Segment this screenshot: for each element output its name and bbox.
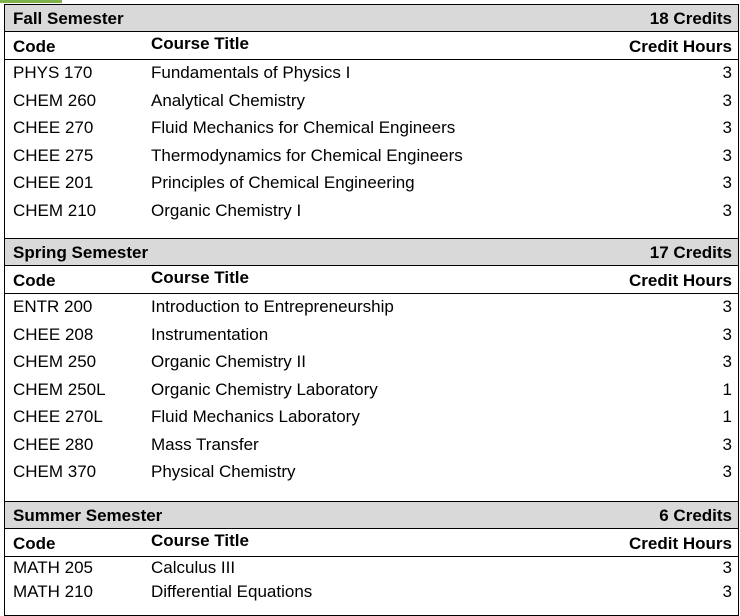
column-header-code: Code <box>13 37 56 56</box>
course-title: Principles of Chemical Engineering <box>151 173 415 192</box>
column-header-title: Course Title <box>151 34 249 53</box>
course-code: CHEE 275 <box>13 145 94 165</box>
course-schedule-table <box>4 4 739 616</box>
table-row <box>5 115 738 143</box>
column-header-code: Code <box>13 271 56 290</box>
course-title: Fluid Mechanics Laboratory <box>151 407 360 426</box>
column-header-code: Code <box>13 534 56 553</box>
table-row <box>5 170 738 198</box>
course-title: Calculus III <box>151 558 236 577</box>
course-title: Organic Chemistry I <box>151 200 302 220</box>
column-header-hours: Credit Hours <box>629 37 732 56</box>
course-title: Fluid Mechanics for Chemical Engineers <box>151 118 456 137</box>
table-row <box>5 404 738 432</box>
credit-hours: 3 <box>722 582 732 601</box>
semester-header <box>5 238 738 266</box>
course-title: Physical Chemistry <box>151 462 296 481</box>
course-rows <box>5 557 738 607</box>
course-title: Instrumentation <box>151 324 269 344</box>
course-title: Organic Chemistry II <box>151 352 306 371</box>
column-header-hours: Credit Hours <box>629 534 732 553</box>
table-row <box>5 143 738 171</box>
course-title: Organic Chemistry Laboratory <box>151 379 378 399</box>
table-row <box>5 557 738 582</box>
course-code: PHYS 170 <box>13 63 93 82</box>
top-accent-bar <box>0 0 62 3</box>
course-code: CHEM 210 <box>13 200 97 220</box>
course-code: MATH 210 <box>13 582 93 601</box>
credit-hours: 3 <box>722 297 732 316</box>
credit-hours: 3 <box>722 145 732 165</box>
column-header-row <box>5 32 738 60</box>
column-header-title: Course Title <box>151 268 249 287</box>
course-code: ENTR 200 <box>13 297 93 316</box>
table-row <box>5 294 738 322</box>
semester-name: Summer Semester <box>13 506 163 525</box>
table-row <box>5 459 738 487</box>
credit-hours: 1 <box>722 407 732 426</box>
semester-header <box>5 501 738 529</box>
course-title: Mass Transfer <box>151 434 259 454</box>
credit-hours: 3 <box>722 118 732 137</box>
table-row <box>5 198 738 226</box>
credit-hours: 3 <box>722 558 732 577</box>
column-header-title: Course Title <box>151 531 249 550</box>
table-row <box>5 322 738 350</box>
table-row <box>5 432 738 460</box>
course-rows <box>5 294 738 487</box>
course-code: CHEE 280 <box>13 434 94 454</box>
semester-credits: 6 Credits <box>659 506 732 525</box>
table-row <box>5 88 738 116</box>
course-code: CHEE 270L <box>13 407 103 426</box>
course-code: MATH 205 <box>13 558 93 577</box>
course-code: CHEE 270 <box>13 118 94 137</box>
column-header-row <box>5 529 738 557</box>
course-rows <box>5 60 738 225</box>
semester-credits: 18 Credits <box>649 9 732 28</box>
course-title: Thermodynamics for Chemical Engineers <box>151 145 463 165</box>
credit-hours: 3 <box>722 173 732 192</box>
semester-credits: 17 Credits <box>649 243 732 262</box>
credit-hours: 3 <box>722 324 732 344</box>
credit-hours: 3 <box>722 200 732 220</box>
credit-hours: 3 <box>722 434 732 454</box>
course-title: Fundamentals of Physics I <box>151 63 351 82</box>
credit-hours: 3 <box>722 90 732 110</box>
table-row <box>5 349 738 377</box>
course-code: CHEM 250L <box>13 379 106 399</box>
credit-hours: 3 <box>722 462 732 481</box>
course-title: Introduction to Entrepreneurship <box>151 297 394 316</box>
course-title: Analytical Chemistry <box>151 90 305 110</box>
column-header-row <box>5 266 738 294</box>
table-row <box>5 377 738 405</box>
course-code: CHEM 260 <box>13 90 97 110</box>
semester-name: Spring Semester <box>13 243 149 262</box>
column-header-hours: Credit Hours <box>629 271 732 290</box>
course-code: CHEM 250 <box>13 352 97 371</box>
course-title: Differential Equations <box>151 582 313 601</box>
course-code: CHEE 201 <box>13 173 94 192</box>
course-code: CHEE 208 <box>13 324 94 344</box>
table-row <box>5 582 738 607</box>
semester-name: Fall Semester <box>13 9 124 28</box>
course-code: CHEM 370 <box>13 462 97 481</box>
semester-header <box>5 4 738 32</box>
credit-hours: 1 <box>722 379 732 399</box>
credit-hours: 3 <box>722 63 732 82</box>
table-row <box>5 60 738 88</box>
credit-hours: 3 <box>722 352 732 371</box>
